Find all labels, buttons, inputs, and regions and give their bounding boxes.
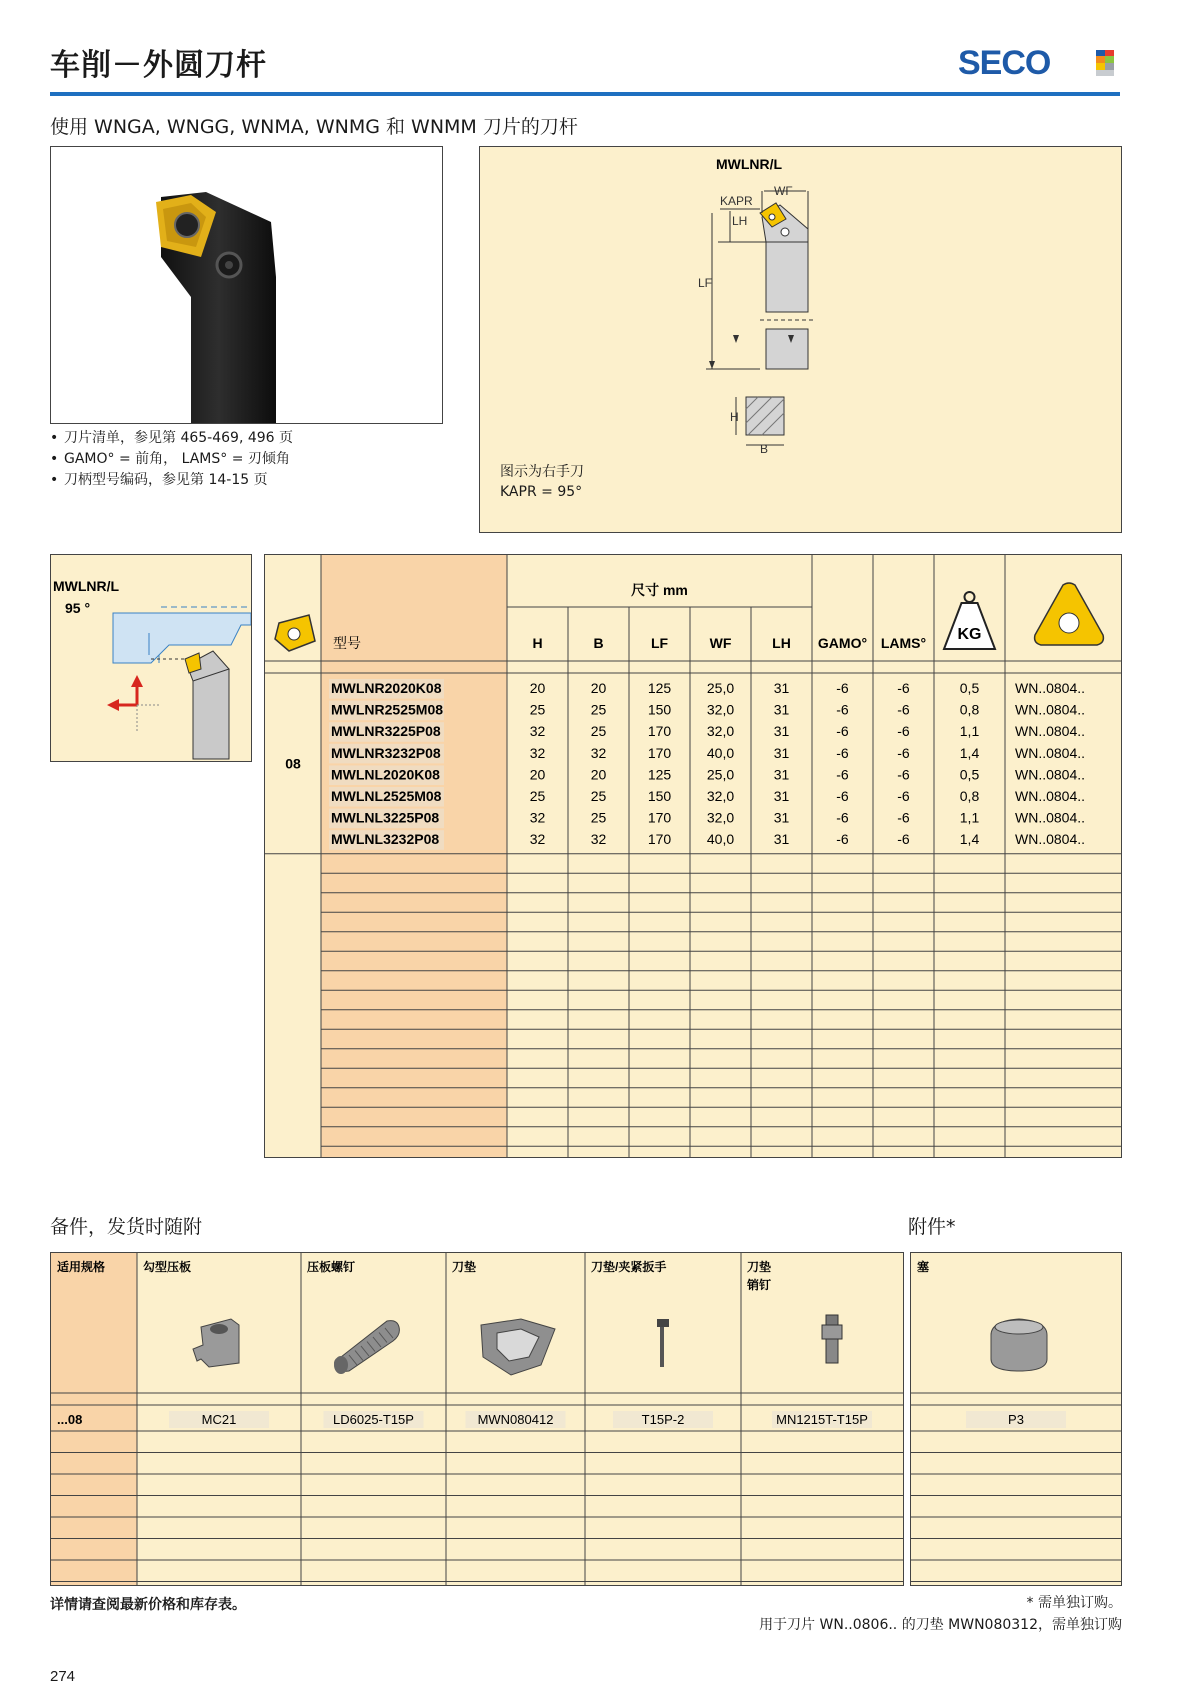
lh-label: LH bbox=[732, 214, 748, 228]
model-cell: MWLNL3225P08 bbox=[331, 809, 440, 826]
insert-cell: WN..0804.. bbox=[1015, 809, 1086, 826]
accessory-header: 压板螺钉 bbox=[307, 1260, 356, 1274]
size-cell: ...08 bbox=[57, 1412, 83, 1427]
value-cell: 40,0 bbox=[706, 831, 735, 848]
part-cell: T15P-2 bbox=[641, 1412, 685, 1427]
value-cell: 25 bbox=[529, 788, 546, 804]
holders-table-grid bbox=[265, 555, 1121, 1157]
h-label: H bbox=[730, 410, 739, 424]
value-cell: -6 bbox=[836, 766, 849, 783]
b-label: B bbox=[760, 442, 769, 456]
value-cell: 32,0 bbox=[706, 809, 735, 826]
spare-parts-grid bbox=[51, 1253, 903, 1585]
plug-icon bbox=[991, 1319, 1047, 1371]
seco-logo-mark-icon bbox=[1096, 50, 1114, 76]
wf-label: WF bbox=[774, 184, 793, 198]
accessories-title: 备件，发货时随附 bbox=[50, 1216, 203, 1238]
wrench-key-icon bbox=[657, 1319, 669, 1367]
value-cell: 20 bbox=[590, 680, 607, 696]
value-cell: 0,5 bbox=[959, 680, 980, 696]
value-cell: -6 bbox=[897, 701, 910, 718]
accessory-header: 刀垫/夹紧扳手 bbox=[591, 1260, 667, 1274]
part-cell: LD6025-T15P bbox=[333, 1412, 414, 1427]
value-cell: 32,0 bbox=[706, 701, 735, 718]
notes-list bbox=[50, 428, 293, 491]
value-cell: 31 bbox=[773, 831, 790, 848]
value-cell: 1,1 bbox=[959, 809, 980, 826]
column-header: WF bbox=[709, 635, 732, 651]
value-cell: 20 bbox=[529, 680, 546, 696]
value-cell: -6 bbox=[897, 788, 910, 804]
clamp-icon bbox=[193, 1319, 239, 1367]
value-cell: 20 bbox=[529, 766, 546, 783]
table-row bbox=[329, 809, 1085, 829]
dim-header: 尺寸 mm bbox=[631, 582, 688, 598]
value-cell: -6 bbox=[836, 831, 849, 848]
insert-shape-small-icon bbox=[275, 615, 315, 651]
column-header: LH bbox=[772, 635, 791, 651]
lf-label: LF bbox=[698, 276, 713, 290]
spare-parts-table bbox=[50, 1252, 904, 1586]
accessory-row bbox=[57, 1411, 872, 1428]
value-cell: -6 bbox=[897, 744, 910, 761]
mini-angle: 95 ° bbox=[65, 600, 91, 616]
value-cell: 31 bbox=[773, 680, 790, 696]
model-header: 型号 bbox=[333, 635, 361, 651]
value-cell: 25 bbox=[590, 701, 607, 718]
shim-icon bbox=[481, 1319, 555, 1375]
value-cell: -6 bbox=[897, 831, 910, 848]
model-cell: MWLNL2020K08 bbox=[331, 766, 440, 783]
value-cell: -6 bbox=[897, 766, 910, 783]
insert-cell: WN..0804.. bbox=[1015, 766, 1086, 783]
value-cell: 125 bbox=[647, 766, 672, 783]
insert-cell: WN..0804.. bbox=[1015, 744, 1086, 761]
diagram-title: MWLNR/L bbox=[716, 156, 783, 172]
diagram-caption bbox=[500, 462, 584, 502]
value-cell: 32 bbox=[529, 831, 546, 848]
insert-cell: WN..0804.. bbox=[1015, 831, 1086, 848]
value-cell: 20 bbox=[590, 766, 607, 783]
value-cell: 25 bbox=[590, 723, 607, 740]
plug-cell: P3 bbox=[1008, 1412, 1024, 1427]
value-cell: 32 bbox=[529, 723, 546, 740]
value-cell: 0,5 bbox=[959, 766, 980, 783]
value-cell: 0,8 bbox=[959, 701, 980, 718]
column-header: GAMO° bbox=[817, 635, 868, 651]
value-cell: 25 bbox=[590, 809, 607, 826]
page-subtitle: 使用 WNGA, WNGG, WNMA, WNMG 和 WNMM 刀片的刀杆 bbox=[50, 116, 578, 138]
value-cell: 31 bbox=[773, 788, 790, 804]
value-cell: 32,0 bbox=[706, 788, 735, 804]
insert-shape-large-icon bbox=[1035, 583, 1104, 645]
value-cell: 25 bbox=[590, 788, 607, 804]
value-cell: 150 bbox=[647, 788, 672, 804]
approach-diagram-panel bbox=[50, 554, 252, 762]
table-row bbox=[329, 722, 1085, 742]
value-cell: -6 bbox=[897, 723, 910, 740]
value-cell: 150 bbox=[647, 701, 672, 718]
value-cell: 170 bbox=[647, 809, 672, 826]
insert-cell: WN..0804.. bbox=[1015, 701, 1086, 718]
table-row bbox=[329, 679, 1085, 699]
model-cell: MWLNR3232P08 bbox=[331, 744, 441, 761]
value-cell: 125 bbox=[647, 680, 672, 696]
tool-holder-image bbox=[51, 147, 442, 423]
value-cell: 170 bbox=[647, 723, 672, 740]
model-cell: MWLNL3232P08 bbox=[331, 831, 440, 848]
insert-cell: WN..0804.. bbox=[1015, 723, 1086, 740]
value-cell: -6 bbox=[836, 788, 849, 804]
footer-shim-note: 用于刀片 WN..0806.. 的刀垫 MWN080312，需单独订购 bbox=[759, 1617, 1122, 1633]
shim-pin-icon bbox=[822, 1315, 842, 1363]
table-row bbox=[329, 701, 1085, 721]
value-cell: 25 bbox=[529, 701, 546, 718]
value-cell: -6 bbox=[836, 701, 849, 718]
column-header: H bbox=[532, 635, 543, 651]
insert-cell: WN..0804.. bbox=[1015, 680, 1086, 696]
column-header: LF bbox=[650, 635, 669, 651]
value-cell: 32 bbox=[590, 744, 607, 761]
accessory-header: 刀垫 bbox=[747, 1260, 772, 1274]
column-header: B bbox=[593, 635, 604, 651]
value-cell: 32 bbox=[529, 809, 546, 826]
product-photo bbox=[50, 146, 443, 424]
value-cell: 0,8 bbox=[959, 788, 980, 804]
value-cell: 31 bbox=[773, 723, 790, 740]
optional-parts-table bbox=[910, 1252, 1122, 1586]
value-cell: 1,4 bbox=[959, 831, 980, 848]
optional-title: 附件* bbox=[908, 1216, 956, 1238]
table-row bbox=[329, 744, 1085, 764]
note-item: • GAMO° = 前角， LAMS° = 刃倾角 bbox=[50, 449, 293, 470]
value-cell: -6 bbox=[897, 809, 910, 826]
table-row bbox=[329, 765, 1085, 785]
column-header: LAMS° bbox=[880, 635, 927, 651]
mini-title: MWLNR/L bbox=[53, 578, 120, 594]
note-item: • 刀片清单，参见第 465-469, 496 页 bbox=[50, 428, 293, 449]
insert-cell: WN..0804.. bbox=[1015, 788, 1086, 804]
model-cell: MWLNR2525M08 bbox=[331, 701, 444, 718]
value-cell: 170 bbox=[647, 744, 672, 761]
value-cell: 32 bbox=[590, 831, 607, 848]
value-cell: 25,0 bbox=[706, 766, 735, 783]
table-row bbox=[329, 787, 1085, 807]
clamp-screw-icon bbox=[334, 1321, 399, 1374]
page-number: 274 bbox=[50, 1668, 76, 1685]
value-cell: -6 bbox=[836, 744, 849, 761]
value-cell: 1,4 bbox=[959, 744, 980, 761]
value-cell: 31 bbox=[773, 744, 790, 761]
value-cell: 31 bbox=[773, 809, 790, 826]
optional-header: 塞 bbox=[917, 1260, 930, 1274]
holders-table bbox=[264, 554, 1122, 1158]
model-cell: MWLNR2020K08 bbox=[331, 680, 442, 696]
accessory-header: 销钉 bbox=[747, 1278, 772, 1292]
size-code-cell: 08 bbox=[285, 755, 301, 772]
value-cell: -6 bbox=[836, 809, 849, 826]
value-cell: 31 bbox=[773, 701, 790, 718]
part-cell: MC21 bbox=[201, 1412, 237, 1427]
value-cell: -6 bbox=[897, 680, 910, 696]
accessory-header: 勾型压板 bbox=[143, 1260, 192, 1274]
seco-logo: SECO bbox=[958, 44, 1051, 82]
value-cell: 31 bbox=[773, 766, 790, 783]
table-row bbox=[329, 830, 1085, 850]
kapr-label: KAPR bbox=[720, 194, 753, 208]
value-cell: 1,1 bbox=[959, 723, 980, 740]
model-cell: MWLNR3225P08 bbox=[331, 723, 441, 740]
kg-label: KG bbox=[957, 626, 982, 643]
value-cell: 32,0 bbox=[706, 723, 735, 740]
footer-note: 详情请查阅最新价格和库存表。 bbox=[50, 1597, 246, 1613]
caption-kapr: KAPR = 95° bbox=[500, 484, 583, 500]
value-cell: -6 bbox=[836, 723, 849, 740]
approach-diagram bbox=[51, 555, 251, 761]
part-cell: MWN080412 bbox=[477, 1412, 554, 1427]
part-cell: MN1215T-T15P bbox=[776, 1412, 868, 1427]
optional-parts-grid bbox=[911, 1253, 1121, 1585]
value-cell: 40,0 bbox=[706, 744, 735, 761]
model-cell: MWLNL2525M08 bbox=[331, 788, 442, 804]
value-cell: -6 bbox=[836, 680, 849, 696]
value-cell: 32 bbox=[529, 744, 546, 761]
footer-order-note: * 需单独订购。 bbox=[1026, 1595, 1122, 1611]
accessory-header: 刀垫 bbox=[452, 1260, 477, 1274]
header-rule bbox=[50, 92, 1120, 96]
caption-hand: 图示为右手刀 bbox=[500, 464, 584, 480]
value-cell: 170 bbox=[647, 831, 672, 848]
accessory-header: 适用规格 bbox=[57, 1260, 106, 1274]
note-item: • 刀柄型号编码，参见第 14-15 页 bbox=[50, 470, 293, 491]
page-title: 车削－外圆刀杆 bbox=[50, 48, 267, 83]
value-cell: 25,0 bbox=[706, 680, 735, 696]
